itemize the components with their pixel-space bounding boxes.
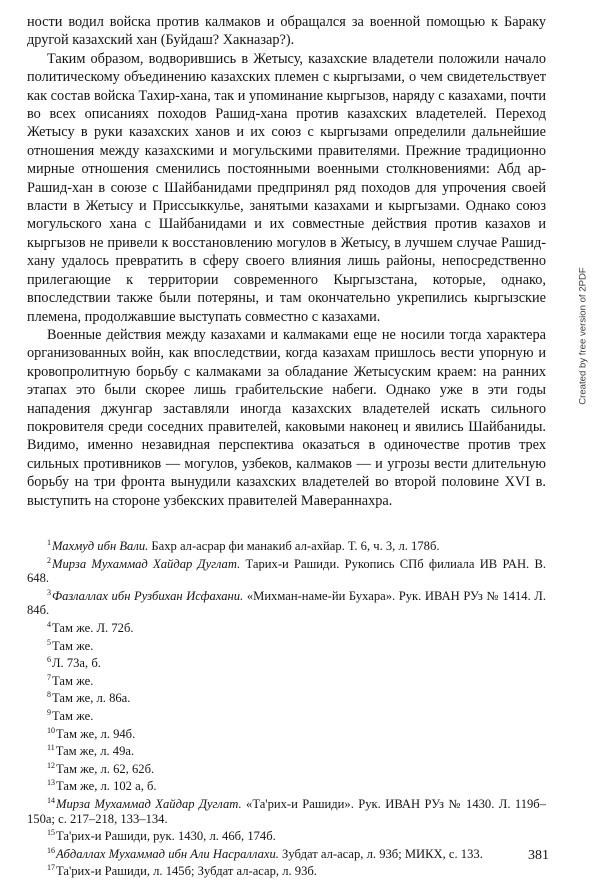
footnote-author: Мирза Мухаммад Хайдар Дуглат.: [56, 796, 242, 811]
footnote-number: 8: [47, 690, 51, 700]
footnote: [27, 586, 546, 618]
footnote: [27, 861, 546, 879]
footnote-text: «Михман-наме-йи Бухара». Рук. ИВАН РУз № 1414. Л. 84б.: [27, 588, 546, 618]
footnote-text: Там же. Л. 72б.: [52, 620, 134, 635]
footnote: [27, 653, 546, 671]
watermark-text: Created by free version of 2PDF: [577, 267, 589, 405]
footnote-number: 16: [47, 845, 55, 855]
footnote: [27, 671, 546, 689]
footnote: [27, 688, 546, 706]
footnote-text: «Та'рих-и Рашиди». Рук. ИВАН РУз № 1430. Л. 119б–150а; с. 217–218, 133–134.: [27, 796, 546, 826]
footnote-number: 5: [47, 637, 51, 647]
footnote-number: 11: [47, 743, 55, 753]
footnote-number: 4: [47, 619, 51, 629]
footnote: [27, 554, 546, 586]
footnote-author: Махмуд ибн Вали.: [52, 539, 149, 553]
footnote-text: Л. 73а, б.: [52, 656, 101, 671]
footnote-number: 3: [47, 587, 51, 597]
footnote: [27, 826, 546, 844]
paragraph: ности водил войска против калмаков и обращался за военной помощью к Бараку другой казахский хан (Буйдаш? Хакназар?).: [27, 14, 546, 49]
footnote: [27, 536, 546, 554]
paragraph: Военные действия между казахами и калмаками еще не носили тогда характера организованных войн, как впоследствии, когда казахам пришлось вести упорную и кровопролитную борьбу с калмаками за обладание Жетысуским краем: на ранних этапах это были скорее лишь грабительские набеги. Однако уже в эти годы нападения джунгар заставляли иногда казахских владетелей искать сильного покровителя среди соседних правителей, каковыми наконец и явились Шайбаниды. Видимо, именно незавидная перспектива оказаться в одиночестве против трех сильных противников — могулов, узбеков, калмаков — и угрозы вести длительную борьбу на три фронта вынудили казахских владетелей во второй половине XVI в. выступить на стороне узбекских правителей Мавераннахра.: [27, 326, 546, 509]
footnote: [27, 706, 546, 724]
footnote-text: Зубдат ал-асар, л. 93б; МИКХ, с. 133.: [278, 846, 483, 861]
footnote-text: Там же.: [52, 638, 94, 653]
footnote-number: 10: [47, 725, 55, 735]
footnote-text: Бахр ал-асрар фи манакиб ал-ахйар. Т. 6, ч. 3, л. 178б.: [148, 539, 440, 553]
footnote-number: 15: [47, 828, 55, 838]
footnote-text: Та'рих-и Рашиди, л. 145б; Зубдат ал-асар, л. 93б.: [56, 864, 317, 879]
footnote-text: Там же, л. 62, 62б.: [56, 761, 155, 776]
footnote-text: Там же.: [52, 708, 94, 723]
footnote: [27, 759, 546, 777]
footnote-text: Там же, л. 102 а, б.: [56, 779, 157, 794]
footnote-text: Там же, л. 86а.: [52, 691, 131, 706]
footnote-number: 14: [47, 795, 55, 805]
footnote: [27, 618, 546, 636]
footnote: [27, 794, 546, 826]
page-number: 381: [528, 848, 549, 863]
footnote-number: 7: [47, 672, 51, 682]
footnote-author: Фазлаллах ибн Рузбихан Исфахани.: [52, 588, 244, 603]
footnote: [27, 636, 546, 654]
footnote-text: Там же.: [52, 673, 94, 688]
footnote-number: 13: [47, 778, 55, 788]
footnote-number: 12: [47, 760, 55, 770]
footnote: [27, 724, 546, 742]
main-text: [27, 13, 546, 510]
footnote-text: Там же, л. 49а.: [55, 744, 135, 759]
footnote-text: Там же, л. 94б.: [56, 726, 136, 741]
footnote-author: Абдаллах Мухаммад ибн Али Насраллахи.: [56, 846, 279, 861]
footnote-text: Та'рих-и Рашиди, рук. 1430, л. 46б, 174б.: [56, 829, 276, 844]
footnote-author: Мирза Мухаммад Хайдар Дуглат.: [52, 556, 241, 571]
footnote-number: 17: [47, 863, 55, 873]
footnote: [27, 776, 546, 794]
footnote-number: 2: [47, 555, 51, 565]
footnote: [27, 741, 546, 759]
footnotes: [27, 536, 546, 879]
paragraph: Таким образом, водворившись в Жетысу, казахские владетели положили начало политическому объединению казахских племен с кыргызами, о чем свидетельствует как состав войска Тахир-хана, так и упоминание кыргызов, наряду с казахами, почти во всех описаниях походов Рашид-хана против казахских владетелей. Переход Жетысу в руки казахских ханов и их союз с кыргызами определили дальнейшие отношения между казахскими и могульскими правителями. Прежние традиционно мирные отношения сменились постоянными военными столкновениями: Абд ар-Рашид-хан в союзе с Шайбанидами предпринял ряд походов для упрочения своей власти в Жетысу и Приссыккулье, занятыми казахами и кыргызами. Однако союз могульского хана с Шайбанидами и их совместные действия против казахов и кыргызов не привели к восстановлению могулов в Жетысу, в лучшем случае Рашид-хану удалось превратить в сферу своего влияния лишь районы, непосредственно прилегающие к территории современного Кыргызстана, которые, однако, впоследствии также были потеряны, и там окончательно укрепились кыргызские племена, продолжавшие выступать совместно с казахами.: [27, 50, 546, 325]
footnote-number: 9: [47, 707, 51, 717]
footnote-number: 1: [47, 538, 51, 547]
footnote-text: Тарих-и Рашиди. Рукопись СПб филиала ИВ РАН. В. 648.: [27, 556, 546, 586]
footnote-number: 6: [47, 655, 51, 665]
footnote: [27, 844, 546, 862]
